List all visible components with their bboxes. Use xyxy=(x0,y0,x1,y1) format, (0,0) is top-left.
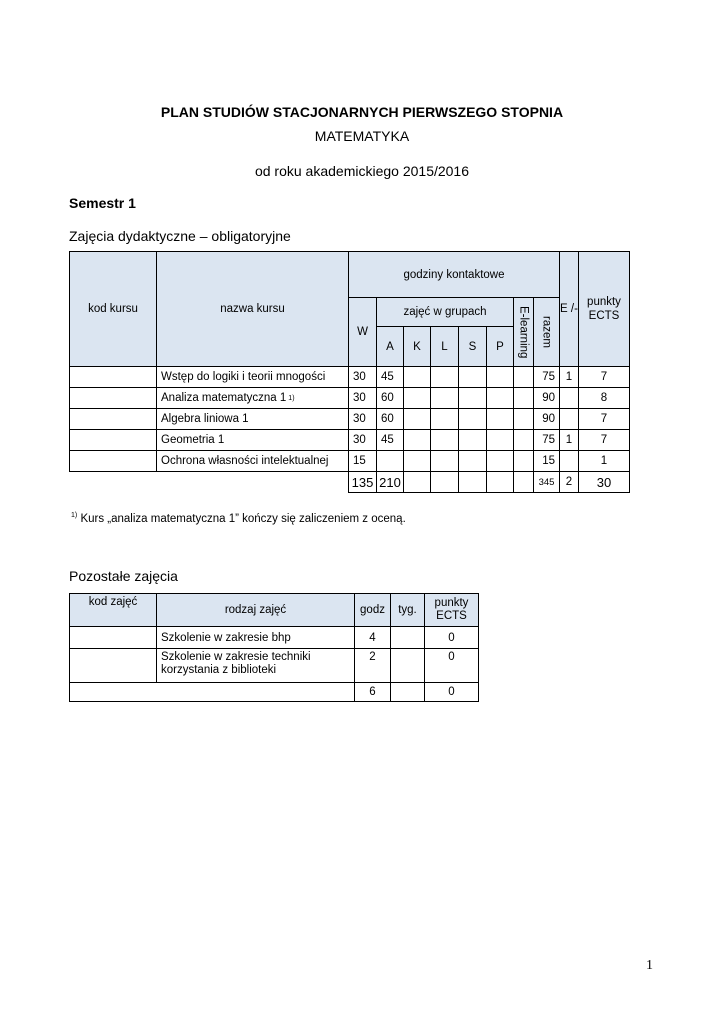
cell-el xyxy=(513,450,534,472)
header-razem xyxy=(533,297,560,367)
cell-nazwa-text: Geometria 1 xyxy=(161,434,225,446)
total-ects xyxy=(424,682,479,702)
cell-W xyxy=(348,429,377,451)
header-E: E /- xyxy=(559,251,579,367)
header-e-learning xyxy=(513,297,534,367)
cell-L xyxy=(430,429,459,451)
total-E-text: 2 xyxy=(565,476,573,488)
cell-el xyxy=(513,408,534,430)
cell-razem xyxy=(533,450,560,472)
cell-razem xyxy=(533,366,560,388)
header-zajec-w-grupach: zajęć w grupach xyxy=(376,297,514,327)
total-empty xyxy=(403,471,431,493)
cell-godz xyxy=(354,648,391,683)
cell-L xyxy=(430,408,459,430)
semester-heading: Semestr 1 xyxy=(69,195,136,211)
header-e-learning-label: E-learning xyxy=(517,305,530,359)
cell-kod xyxy=(69,408,157,430)
cell-kod xyxy=(69,648,157,683)
cell-godz-text: 4 xyxy=(369,631,376,644)
cell-kod xyxy=(69,626,157,649)
cell-razem-text: 75 xyxy=(542,434,555,446)
footnote xyxy=(69,512,406,525)
cell-el xyxy=(513,429,534,451)
cell-ects-text: 7 xyxy=(600,434,608,446)
total-razem xyxy=(533,471,560,493)
cell-S xyxy=(458,387,487,409)
cell-P xyxy=(486,366,514,388)
cell-K xyxy=(403,387,431,409)
total-godz-text: 6 xyxy=(369,686,376,698)
cell-A xyxy=(376,408,404,430)
cell-E xyxy=(559,387,579,409)
cell-nazwa-footnote-mark: 1) xyxy=(288,394,295,402)
cell-kod xyxy=(69,387,157,409)
cell-S xyxy=(458,408,487,430)
cell-E xyxy=(559,408,579,430)
header-S: S xyxy=(458,326,487,367)
header-rodzaj-zajec: rodzaj zajęć xyxy=(156,593,355,627)
cell-ects xyxy=(578,408,630,430)
cell-nazwa-text: Ochrona własności intelektualnej xyxy=(161,455,329,467)
total-empty xyxy=(513,471,534,493)
header-K: K xyxy=(403,326,431,367)
cell-razem-text: 90 xyxy=(542,413,555,425)
cell-ects xyxy=(424,648,479,683)
total-ects xyxy=(578,471,630,493)
document-subtitle: MATEMATYKA xyxy=(314,128,410,144)
total-ects-text: 30 xyxy=(596,474,612,490)
cell-nazwa-text: Analiza matematyczna 1 xyxy=(161,392,287,404)
cell-W xyxy=(348,450,377,472)
header-W: W xyxy=(348,297,377,367)
total-W-text: 135 xyxy=(351,474,374,490)
cell-P xyxy=(486,408,514,430)
cell-rodzaj xyxy=(156,648,355,683)
cell-K xyxy=(403,450,431,472)
cell-E-text: 1 xyxy=(565,434,573,446)
page-number: 1 xyxy=(646,958,653,973)
cell-rodzaj xyxy=(156,626,355,649)
cell-W xyxy=(348,408,377,430)
header-godz: godz xyxy=(354,593,391,627)
cell-razem-text: 15 xyxy=(542,455,555,467)
cell-ects xyxy=(424,626,479,649)
total-empty xyxy=(458,471,487,493)
cell-el xyxy=(513,366,534,388)
cell-E xyxy=(559,450,579,472)
cell-ects-text: 1 xyxy=(600,455,608,467)
cell-W xyxy=(348,387,377,409)
cell-A xyxy=(376,366,404,388)
cell-E-text: 1 xyxy=(565,371,573,383)
cell-godz-text: 2 xyxy=(369,651,376,663)
cell-W xyxy=(348,366,377,388)
total-tyg-empty xyxy=(390,682,425,702)
cell-W-text: 15 xyxy=(353,455,366,467)
total-razem-text: 345 xyxy=(538,476,555,488)
cell-S xyxy=(458,450,487,472)
cell-tyg xyxy=(390,626,425,649)
cell-tyg xyxy=(390,648,425,683)
header-A: A xyxy=(376,326,404,367)
cell-razem-text: 90 xyxy=(542,392,555,404)
header-L: L xyxy=(430,326,459,367)
cell-ects xyxy=(578,366,630,388)
cell-L xyxy=(430,366,459,388)
total-empty xyxy=(430,471,459,493)
cell-A-text: 60 xyxy=(381,392,394,404)
cell-A xyxy=(376,429,404,451)
cell-K xyxy=(403,366,431,388)
cell-nazwa xyxy=(156,408,349,430)
header-tyg: tyg. xyxy=(390,593,425,627)
section1-title: Zajęcia dydaktyczne – obligatoryjne xyxy=(69,228,291,244)
total-E xyxy=(559,471,579,493)
academic-year: od roku akademickiego 2015/2016 xyxy=(254,163,470,179)
cell-kod xyxy=(69,450,157,472)
cell-W-text: 30 xyxy=(353,413,366,425)
cell-kod xyxy=(69,429,157,451)
cell-ects-text: 0 xyxy=(448,631,455,644)
cell-ects xyxy=(578,429,630,451)
cell-kod xyxy=(69,366,157,388)
total-ects-text: 0 xyxy=(448,686,455,698)
cell-E xyxy=(559,429,579,451)
cell-E xyxy=(559,366,579,388)
header-punkty-ects-2: punkty ECTS xyxy=(424,593,479,627)
cell-rodzaj-text: Szkolenie w zakresie techniki korzystania z biblioteki xyxy=(161,651,311,676)
total-label-empty xyxy=(69,682,355,702)
cell-nazwa xyxy=(156,366,349,388)
cell-ects-text: 8 xyxy=(600,392,608,404)
cell-ects-text: 7 xyxy=(600,371,608,383)
cell-L xyxy=(430,387,459,409)
section2-title: Pozostałe zajęcia xyxy=(69,568,178,584)
cell-ects xyxy=(578,450,630,472)
cell-A-text: 45 xyxy=(381,371,394,383)
total-A xyxy=(376,471,404,493)
header-razem-label: razem xyxy=(540,316,553,348)
total-empty xyxy=(486,471,514,493)
footnote-mark: 1) xyxy=(71,512,78,519)
cell-rodzaj-text: Szkolenie w zakresie bhp xyxy=(161,631,291,644)
total-godz xyxy=(354,682,391,702)
header-punkty-ects: punkty ECTS xyxy=(578,251,630,367)
cell-L xyxy=(430,450,459,472)
document-title: PLAN STUDIÓW STACJONARNYCH PIERWSZEGO STOPNIA xyxy=(160,104,564,120)
cell-W-text: 30 xyxy=(353,371,366,383)
total-W xyxy=(348,471,377,493)
cell-ects-text: 0 xyxy=(448,651,455,663)
cell-K xyxy=(403,429,431,451)
header-P: P xyxy=(486,326,514,367)
cell-razem xyxy=(533,408,560,430)
cell-A-text: 60 xyxy=(381,413,394,425)
cell-godz xyxy=(354,626,391,649)
cell-ects-text: 7 xyxy=(600,413,608,425)
header-kod-zajec: kod zajęć xyxy=(69,593,157,627)
cell-A xyxy=(376,387,404,409)
header-godziny-kontaktowe: godziny kontaktowe xyxy=(348,251,560,298)
cell-A-text: 45 xyxy=(381,434,394,446)
cell-nazwa-text: Algebra liniowa 1 xyxy=(161,413,249,425)
cell-S xyxy=(458,429,487,451)
footnote-text: Kurs „analiza matematyczna 1” kończy się zaliczeniem z oceną. xyxy=(80,513,406,525)
cell-W-text: 30 xyxy=(353,434,366,446)
cell-ects xyxy=(578,387,630,409)
cell-P xyxy=(486,429,514,451)
header-kod-kursu: kod kursu xyxy=(69,251,157,367)
cell-razem xyxy=(533,429,560,451)
total-A-text: 210 xyxy=(379,474,401,490)
cell-el xyxy=(513,387,534,409)
cell-K xyxy=(403,408,431,430)
cell-nazwa xyxy=(156,429,349,451)
cell-P xyxy=(486,450,514,472)
cell-W-text: 30 xyxy=(353,392,366,404)
cell-razem-text: 75 xyxy=(542,371,555,383)
cell-nazwa xyxy=(156,387,349,409)
header-nazwa-kursu: nazwa kursu xyxy=(156,251,349,367)
cell-nazwa xyxy=(156,450,349,472)
cell-P xyxy=(486,387,514,409)
cell-nazwa-text: Wstęp do logiki i teorii mnogości xyxy=(161,371,326,383)
cell-S xyxy=(458,366,487,388)
cell-A xyxy=(376,450,404,472)
cell-razem xyxy=(533,387,560,409)
